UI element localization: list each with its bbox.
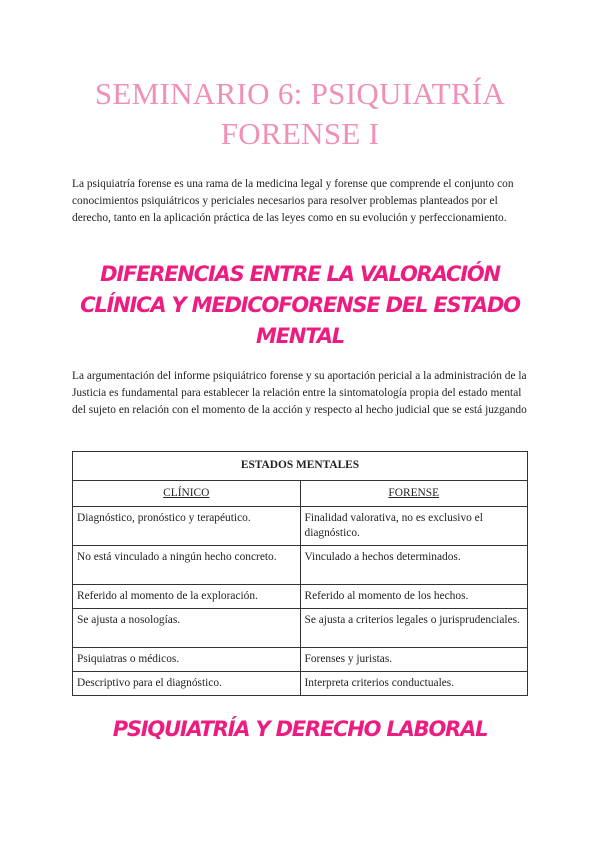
page-title: SEMINARIO 6: PSIQUIATRÍA FORENSE I: [94, 76, 506, 151]
table-cell-clinical: Descriptivo para el diagnóstico.: [73, 672, 301, 696]
table-cell-clinical: Se ajusta a nosologías.: [73, 609, 301, 648]
table-caption: ESTADOS MENTALES: [73, 452, 528, 481]
column-header-clinical: CLÍNICO: [73, 481, 301, 507]
intro-paragraph: La psiquiatría forense es una rama de la medicina legal y forense que comprende el conjunto con conocimientos psiquiátricos y periciales necesarios para resolver problemas planteados por el derecho, tanto en la aplicación práctica de las leyes como en su evolución y perfeccionamiento.: [72, 178, 514, 224]
table-cell-forensic: Vinculado a hechos determinados.: [300, 546, 528, 585]
table-cell-forensic: Forenses y juristas.: [300, 648, 528, 672]
table-cell-clinical: Diagnóstico, pronóstico y terapéutico.: [73, 507, 301, 546]
table-row: [73, 672, 528, 696]
mental-states-table: [72, 451, 528, 696]
table-cell-clinical: No está vinculado a ningún hecho concreto.: [73, 546, 301, 585]
table-cell-clinical: Psiquiatras o médicos.: [73, 648, 301, 672]
table-cell-forensic: Referido al momento de los hechos.: [300, 585, 528, 609]
table-cell-forensic: Se ajusta a criterios legales o jurisprudenciales.: [300, 609, 528, 648]
table-row: [73, 507, 528, 546]
section-heading-differences: DIFERENCIAS ENTRE LA VALORACIÓN CLÍNICA Y MEDICOFORENSE DEL ESTADO MENTAL: [80, 262, 520, 348]
table-row: [73, 648, 528, 672]
table-cell-forensic: Finalidad valorativa, no es exclusivo el diagnóstico.: [300, 507, 528, 546]
table-row: [73, 609, 528, 648]
table-row: [73, 546, 528, 585]
table-row: [73, 585, 528, 609]
column-header-forensic: FORENSE: [300, 481, 528, 507]
argumentation-paragraph: La argumentación del informe psiquiátrico forense y su aportación pericial a la administración de la Justicia es fundamental para establecer la relación entre la sintomatología propia del estado mental del sujeto en relación con el momento de la acción y respecto al hecho judicial que se está juzgando: [72, 370, 527, 416]
section-heading-labor-law: PSIQUIATRÍA Y DERECHO LABORAL: [112, 717, 488, 741]
table-cell-clinical: Referido al momento de la exploración.: [73, 585, 301, 609]
table-cell-forensic: Interpreta criterios conductuales.: [300, 672, 528, 696]
